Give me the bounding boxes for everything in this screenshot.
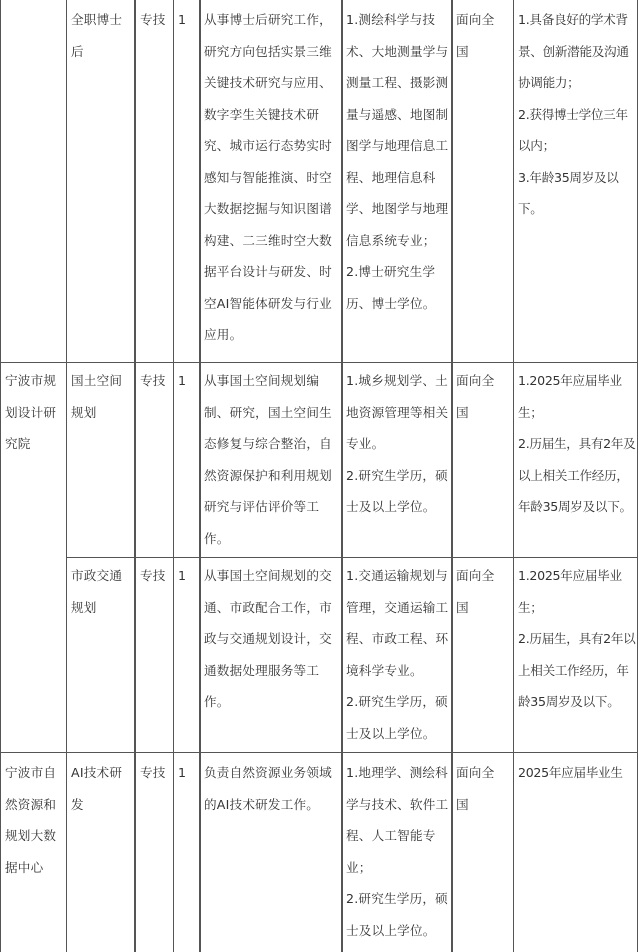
major-line: 1.城乡规划学、土地资源管理等相关专业。	[346, 373, 449, 451]
grid-line-h2	[66, 557, 638, 558]
position-cell: 国土空间规划	[71, 373, 123, 420]
major-line: 2.研究生学历，硕士及以上学位。	[346, 694, 448, 741]
other-cell	[518, 560, 636, 718]
major-line: 2.研究生学历，硕士及以上学位。	[346, 467, 448, 514]
major-cell	[346, 365, 449, 523]
grid-line-v4	[199, 0, 201, 952]
major-cell	[346, 4, 449, 319]
scope-cell: 面向全国	[456, 12, 495, 59]
grid-line-v3	[173, 0, 174, 952]
count-cell: 1	[178, 373, 187, 388]
grid-line-v1	[66, 0, 67, 952]
major-line: 2.研究生学历，硕士及以上学位。	[346, 891, 448, 938]
category-cell: 专技	[140, 373, 166, 388]
major-cell	[346, 757, 449, 946]
duties-cell: 负责自然资源业务领域的AI技术研发工作。	[204, 765, 332, 812]
major-cell	[346, 560, 449, 749]
scope-cell: 面向全国	[456, 568, 495, 615]
other-line: 2.历届生，具有2年及以上相关工作经历，年龄35周岁及以下。	[518, 436, 636, 514]
grid-line-v7	[513, 0, 514, 952]
grid-line-h1	[0, 362, 638, 363]
major-line: 1.交通运输规划与管理，交通运输工程、市政工程、环境科学专业。	[346, 568, 449, 678]
category-cell: 专技	[140, 765, 166, 780]
category-cell: 专技	[140, 12, 166, 27]
position-cell: 市政交通规划	[71, 568, 123, 615]
unit-cell: 宁波市自然资源和规划大数据中心	[5, 765, 57, 875]
other-cell	[518, 757, 636, 789]
scope-cell: 面向全国	[456, 765, 495, 812]
other-cell	[518, 365, 636, 523]
grid-line-v2	[134, 0, 136, 952]
unit-cell: 宁波市规划设计研究院	[5, 373, 57, 451]
grid-line-v8	[637, 0, 638, 952]
grid-line-v5	[341, 0, 343, 952]
other-line: 1.具备良好的学术背景、创新潜能及沟通协调能力；	[518, 12, 629, 90]
other-line: 1.2025年应届毕业生；	[518, 373, 622, 420]
major-line: 1.测绘科学与技术、大地测量学与测量工程、摄影测量与遥感、地图制图学与地理信息工程、地理信息科学、地图学与地理信息系统专业；	[346, 12, 449, 248]
other-line: 1.2025年应届毕业生；	[518, 568, 622, 615]
duties-cell: 从事国土空间规划编制、研究，国土空间生态修复与综合整治，自然资源保护和利用规划研究与评估评价等工作。	[204, 373, 332, 546]
grid-line-h3	[0, 752, 638, 753]
count-cell: 1	[178, 568, 187, 583]
count-cell: 1	[178, 12, 187, 27]
other-line: 2.历届生，具有2年以上相关工作经历，年龄35周岁及以下。	[518, 631, 636, 709]
grid-line-v0	[0, 0, 1, 952]
count-cell: 1	[178, 765, 187, 780]
duties-cell: 从事博士后研究工作，研究方向包括实景三维关键技术研究与应用、数字孪生关键技术研究、城市运行态势实时感知与智能推演、时空大数据挖掘与知识图谱构建、二三维时空大数据平台设计与研发、时空AI智能体研发与行业应用。	[204, 12, 332, 342]
duties-cell: 从事国土空间规划的交通、市政配合工作，市政与交通规划设计，交通数据处理服务等工作。	[204, 568, 332, 709]
position-cell: AI技术研发	[71, 765, 123, 812]
other-line: 2.获得博士学位三年以内；	[518, 106, 628, 153]
other-cell	[518, 4, 636, 225]
other-line: 3.年龄35周岁及以下。	[518, 169, 619, 216]
major-line: 2.博士研究生学历、博士学位。	[346, 264, 436, 311]
position-cell: 全职博士后	[71, 12, 123, 59]
other-line: 2025年应届毕业生	[518, 765, 623, 780]
grid-line-v6	[451, 0, 453, 952]
category-cell: 专技	[140, 568, 166, 583]
major-line: 1.地理学、测绘科学与技术、软件工程、人工智能专业；	[346, 765, 449, 875]
scope-cell: 面向全国	[456, 373, 495, 420]
